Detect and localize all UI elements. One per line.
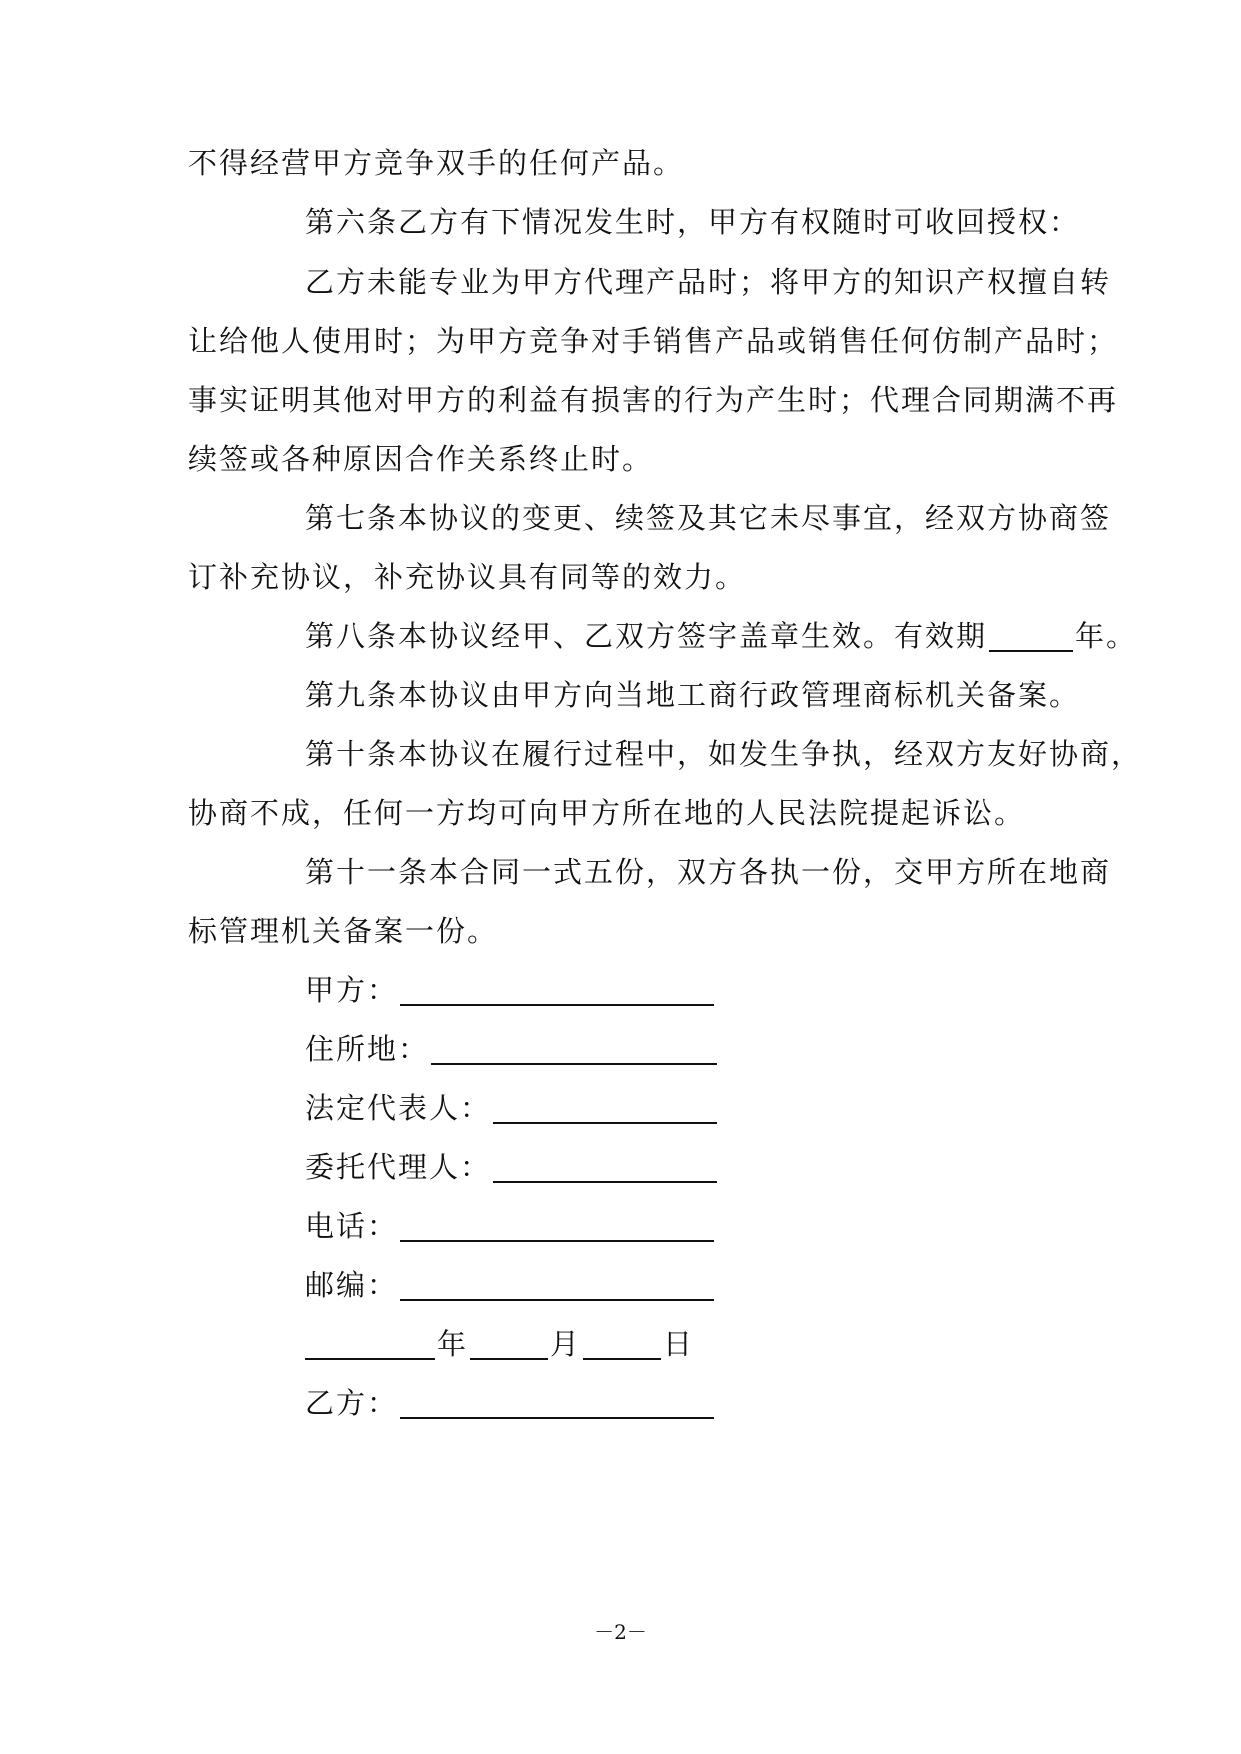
validity-years-blank[interactable] bbox=[989, 624, 1073, 652]
body-line-2: 第六条乙方有下情况发生时，甲方有权随时可收回授权： bbox=[305, 205, 1081, 239]
party-b-blank[interactable] bbox=[400, 1391, 714, 1419]
party-a-blank[interactable] bbox=[400, 978, 714, 1006]
year-blank[interactable] bbox=[305, 1332, 435, 1360]
address-blank[interactable] bbox=[431, 1037, 717, 1065]
article-8-suffix: 年。 bbox=[1075, 619, 1138, 653]
agent-label: 委托代理人： bbox=[305, 1150, 492, 1184]
body-line-1: 不得经营甲方竞争双手的任何产品。 bbox=[188, 146, 685, 180]
party-a-row bbox=[305, 970, 716, 1010]
article-11-cont-line: 标管理机关备案一份。 bbox=[188, 914, 499, 948]
party-b-label: 乙方： bbox=[305, 1386, 399, 1420]
postcode-blank[interactable] bbox=[400, 1273, 714, 1301]
page-number: －2－ bbox=[594, 1620, 647, 1644]
month-blank[interactable] bbox=[470, 1332, 548, 1360]
postcode-row bbox=[305, 1265, 716, 1305]
legal-rep-label: 法定代表人： bbox=[305, 1091, 492, 1125]
month-label: 月 bbox=[550, 1327, 582, 1361]
agent-blank[interactable] bbox=[493, 1155, 717, 1183]
article-10-cont-line: 协商不成，任何一方均可向甲方所在地的人民法院提起诉讼。 bbox=[188, 796, 1026, 830]
address-label: 住所地： bbox=[305, 1032, 430, 1066]
body-line-6: 续签或各种原因合作关系终止时。 bbox=[188, 442, 654, 476]
body-line-3: 乙方未能专业为甲方代理产品时；将甲方的知识产权擅自转 bbox=[305, 265, 1112, 299]
body-line-5: 事实证明其他对甲方的利益有损害的行为产生时；代理合同期满不再 bbox=[188, 383, 1119, 417]
address-row bbox=[305, 1029, 719, 1069]
day-blank[interactable] bbox=[583, 1332, 661, 1360]
article-11-line: 第十一条本合同一式五份，双方各执一份，交甲方所在地商 bbox=[305, 855, 1112, 889]
article-8-line bbox=[305, 616, 1137, 656]
body-line-8: 订补充协议，补充协议具有同等的效力。 bbox=[188, 560, 747, 594]
year-label: 年 bbox=[437, 1327, 469, 1361]
party-b-row bbox=[305, 1383, 716, 1423]
agent-row bbox=[305, 1147, 719, 1187]
phone-label: 电话： bbox=[305, 1209, 399, 1243]
phone-blank[interactable] bbox=[400, 1214, 714, 1242]
date-row bbox=[305, 1324, 694, 1364]
day-label: 日 bbox=[663, 1327, 695, 1361]
legal-rep-blank[interactable] bbox=[493, 1096, 717, 1124]
article-10-line: 第十条本协议在履行过程中，如发生争执，经双方友好协商， bbox=[305, 737, 1143, 771]
postcode-label: 邮编： bbox=[305, 1268, 399, 1302]
body-line-4: 让给他人使用时；为甲方竞争对手销售产品或销售任何仿制产品时； bbox=[188, 324, 1119, 358]
article-8-text: 第八条本协议经甲、乙双方签字盖章生效。有效期 bbox=[305, 619, 988, 653]
party-a-label: 甲方： bbox=[305, 973, 399, 1007]
body-line-7: 第七条本协议的变更、续签及其它未尽事宜，经双方协商签 bbox=[305, 501, 1112, 535]
phone-row bbox=[305, 1206, 716, 1246]
article-9-line: 第九条本协议由甲方向当地工商行政管理商标机关备案。 bbox=[305, 678, 1081, 712]
legal-rep-row bbox=[305, 1088, 719, 1128]
